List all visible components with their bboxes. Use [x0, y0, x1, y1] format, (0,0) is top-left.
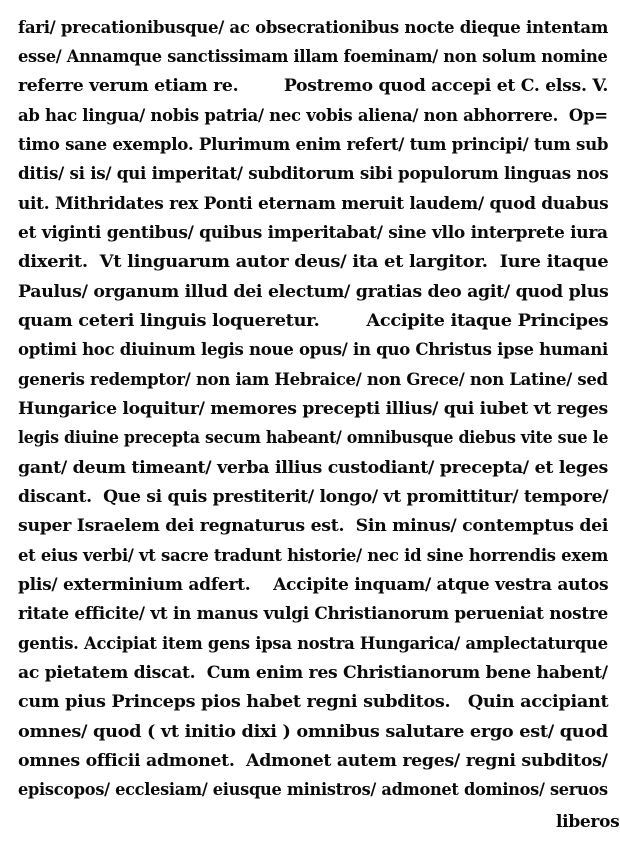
text-line: ritate efficite/ vt in manus vulgi Christianorum perueniat nostre — [18, 604, 608, 624]
text-line: discant. Que si quis prestiterit/ longo/ vt promittitur/ tempore/ — [18, 487, 609, 507]
text-line: referre verum etiam re. Postremo quod accepi et C. elss. V. — [18, 76, 609, 96]
text-line: esse/ Annamque sanctissimam illam foeminam/ non solum nomine — [18, 47, 608, 67]
text-line: Hungarice loquitur/ memores precepti illius/ qui iubet vt reges — [18, 399, 608, 419]
text-line: quam ceteri linguis loqueretur. Accipite itaque Principes — [18, 311, 609, 331]
text-line: fari/ precationibusque/ ac obsecrationibus nocte dieque intentam — [18, 18, 609, 38]
text-line: optimi hoc diuinum legis noue opus/ in quo Christus ipse humani — [18, 340, 608, 360]
text-line: et viginti gentibus/ quibus imperitabat/ sine vllo interprete iura — [18, 223, 608, 243]
text-line: ac pietatem discat. Cum enim res Christianorum bene habent/ — [18, 663, 608, 683]
text-line: ditis/ si is/ qui imperitat/ subditorum sibi populorum linguas nos — [18, 164, 609, 184]
text-line: dixerit. Vt linguarum autor deus/ ita et largitor. Iure itaque — [18, 252, 609, 272]
text-line: cum pius Princeps pios habet regni subditos. Quin accipiant — [18, 692, 609, 712]
text-line: omnes/ quod ( vt initio dixi ) omnibus salutare ergo est/ quod — [18, 722, 608, 742]
text-line: plis/ exterminium adfert. Accipite inquam/ atque vestra autos — [18, 575, 609, 595]
text-line: Paulus/ organum illud dei electum/ gratias deo agit/ quod plus — [18, 282, 609, 302]
text-line: generis redemptor/ non iam Hebraice/ non Grece/ non Latine/ sed — [18, 370, 608, 390]
text-line: uit. Mithridates rex Ponti eternam meruit laudem/ quod duabus — [18, 194, 609, 214]
text-line: ab hac lingua/ nobis patria/ nec vobis aliena/ non abhorrere. Op= — [18, 106, 608, 126]
text-line: legis diuine precepta secum habeant/ omnibusque diebus vite sue le — [18, 428, 609, 448]
text-line: episcopos/ ecclesiam/ eiusque ministros/ admonet dominos/ seruos — [18, 780, 608, 800]
text-line: gentis. Accipiat item gens ipsa nostra Hungarica/ amplectaturque — [18, 634, 608, 654]
text-line: omnes officii admonet. Admonet autem reges/ regni subditos/ — [18, 751, 608, 771]
text-line: gant/ deum timeant/ verba illius custodiant/ precepta/ et leges — [18, 458, 608, 478]
text-line: et eius verbi/ vt sacre tradunt historie/ nec id sine horrendis exem — [18, 546, 609, 566]
text-line: timo sane exemplo. Plurimum enim refert/ tum principi/ tum sub — [18, 135, 609, 155]
text-line: super Israelem dei regnaturus est. Sin minus/ contemptus dei — [18, 516, 609, 536]
catchword: liberos — [556, 812, 620, 832]
